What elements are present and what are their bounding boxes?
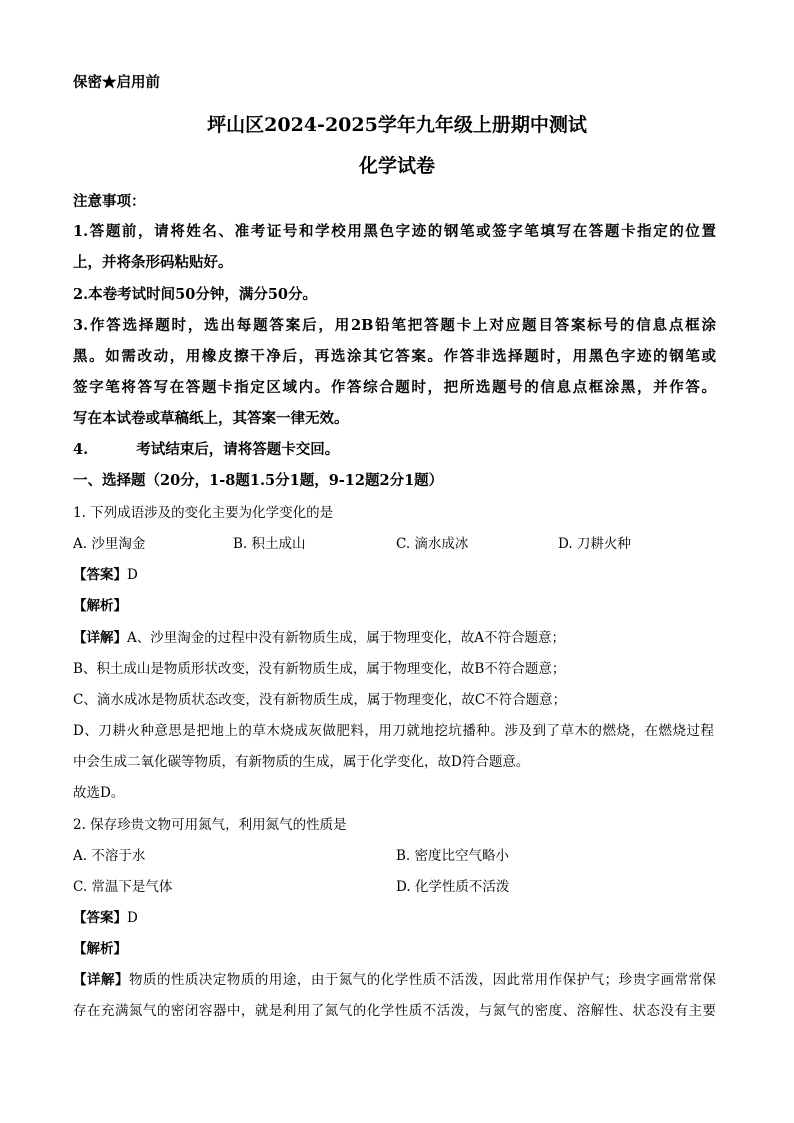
exam-title: 坪山区2024-2025学年九年级上册期中测试	[207, 114, 587, 136]
notice-item-3-line-1: 3.作答选择题时，选出每题答案后，用2B铅笔把答题卡上对应题目答案标号的信息点框涂	[73, 317, 716, 334]
q1-stem: 1. 下列成语涉及的变化主要为化学变化的是	[73, 505, 334, 521]
q2-answer-value: D	[127, 910, 138, 926]
q1-detail-text: A、沙里淘金的过程中没有新物质生成，属于物理变化，故A不符合题意；	[127, 630, 565, 646]
q2-analysis-tag: 【解析】	[73, 941, 127, 957]
q1-detail-tag: 【详解】	[73, 630, 127, 646]
q1-option-a: A. 沙里淘金	[73, 536, 146, 552]
q1-analysis	[73, 596, 724, 616]
q1-detail-d-line-1: D、刀耕火种意思是把地上的草木烧成灰做肥料，用刀就地挖坑播种。涉及到了草木的燃烧，在燃烧过程	[73, 723, 714, 739]
notice-item-2: 2.本卷考试时间50分钟，满分50分。	[73, 286, 317, 303]
q2-option-c: C. 常温下是气体	[73, 879, 173, 895]
notice-item-4-text: 考试结束后，请将答题卡交回。	[136, 441, 340, 458]
q1-detail-c: C、滴水成冰是物质状态改变，没有新物质生成，属于物理变化，故C不符合题意；	[73, 692, 567, 708]
notice-item-1-line-2: 上，并将条形码粘贴好。	[73, 254, 233, 271]
notice-item-3-line-2: 黑。如需改动，用橡皮擦干净后，再选涂其它答案。作答非选择题时，用黑色字迹的钢笔或	[73, 348, 716, 365]
q1-conclusion: 故选D。	[73, 785, 125, 801]
q2-detail-line-2: 存在充满氮气的密闭容器中，就是利用了氮气的化学性质不活泼，与氮气的密度、溶解性、状态没有主要	[73, 1003, 716, 1019]
q1-detail-line-1	[73, 628, 724, 648]
q1-answer	[73, 565, 724, 585]
q2-stem: 2. 保存珍贵文物可用氮气，利用氮气的性质是	[73, 817, 347, 833]
confidential-label: 保密★启用前	[73, 74, 160, 91]
q2-option-a: A. 不溶于水	[73, 848, 146, 864]
q2-option-b: B. 密度比空气略小	[396, 848, 510, 864]
notice-item-3-line-3: 签字笔将答写在答题卡指定区域内。作答综合题时，把所选题号的信息点框涂黑，并作答。	[73, 379, 716, 396]
q2-detail-line-1	[73, 970, 716, 990]
notice-heading: 注意事项：	[73, 193, 146, 210]
q1-option-c: C. 滴水成冰	[396, 536, 469, 552]
q2-answer-tag: 【答案】	[73, 910, 127, 926]
q1-detail-d-line-2: 中会生成二氧化碳等物质，有新物质的生成，属于化学变化，故D符合题意。	[73, 754, 530, 770]
q1-option-d: D. 刀耕火种	[558, 536, 631, 552]
exam-subtitle: 化学试卷	[358, 155, 435, 177]
q2-analysis	[73, 939, 724, 959]
q1-detail-b: B、积土成山是物质形状改变，没有新物质生成，属于物理变化，故B不符合题意；	[73, 661, 566, 677]
notice-item-3-line-4: 写在本试卷或草稿纸上，其答案一律无效。	[73, 410, 349, 427]
section-1-heading: 一、选择题（20分，1-8题1.5分1题，9-12题2分1题）	[73, 472, 444, 489]
q2-detail-tag: 【详解】	[73, 972, 129, 988]
q1-option-b: B. 积土成山	[233, 536, 306, 552]
notice-item-4-number: 4.	[73, 441, 89, 458]
q2-answer	[73, 908, 724, 928]
q2-detail-text: 物质的性质决定物质的用途，由于氮气的化学性质不活泼，因此常用作保护气；珍贵字画常常保	[128, 972, 717, 988]
q1-answer-tag: 【答案】	[73, 567, 127, 583]
q1-answer-value: D	[127, 567, 138, 583]
notice-item-1-line-1: 1.答题前，请将姓名、准考证号和学校用黑色字迹的钢笔或签字笔填写在答题卡指定的位置	[73, 223, 716, 240]
q2-option-d: D. 化学性质不活泼	[396, 879, 510, 895]
notice-item-4	[73, 440, 724, 460]
q1-analysis-tag: 【解析】	[73, 598, 127, 614]
